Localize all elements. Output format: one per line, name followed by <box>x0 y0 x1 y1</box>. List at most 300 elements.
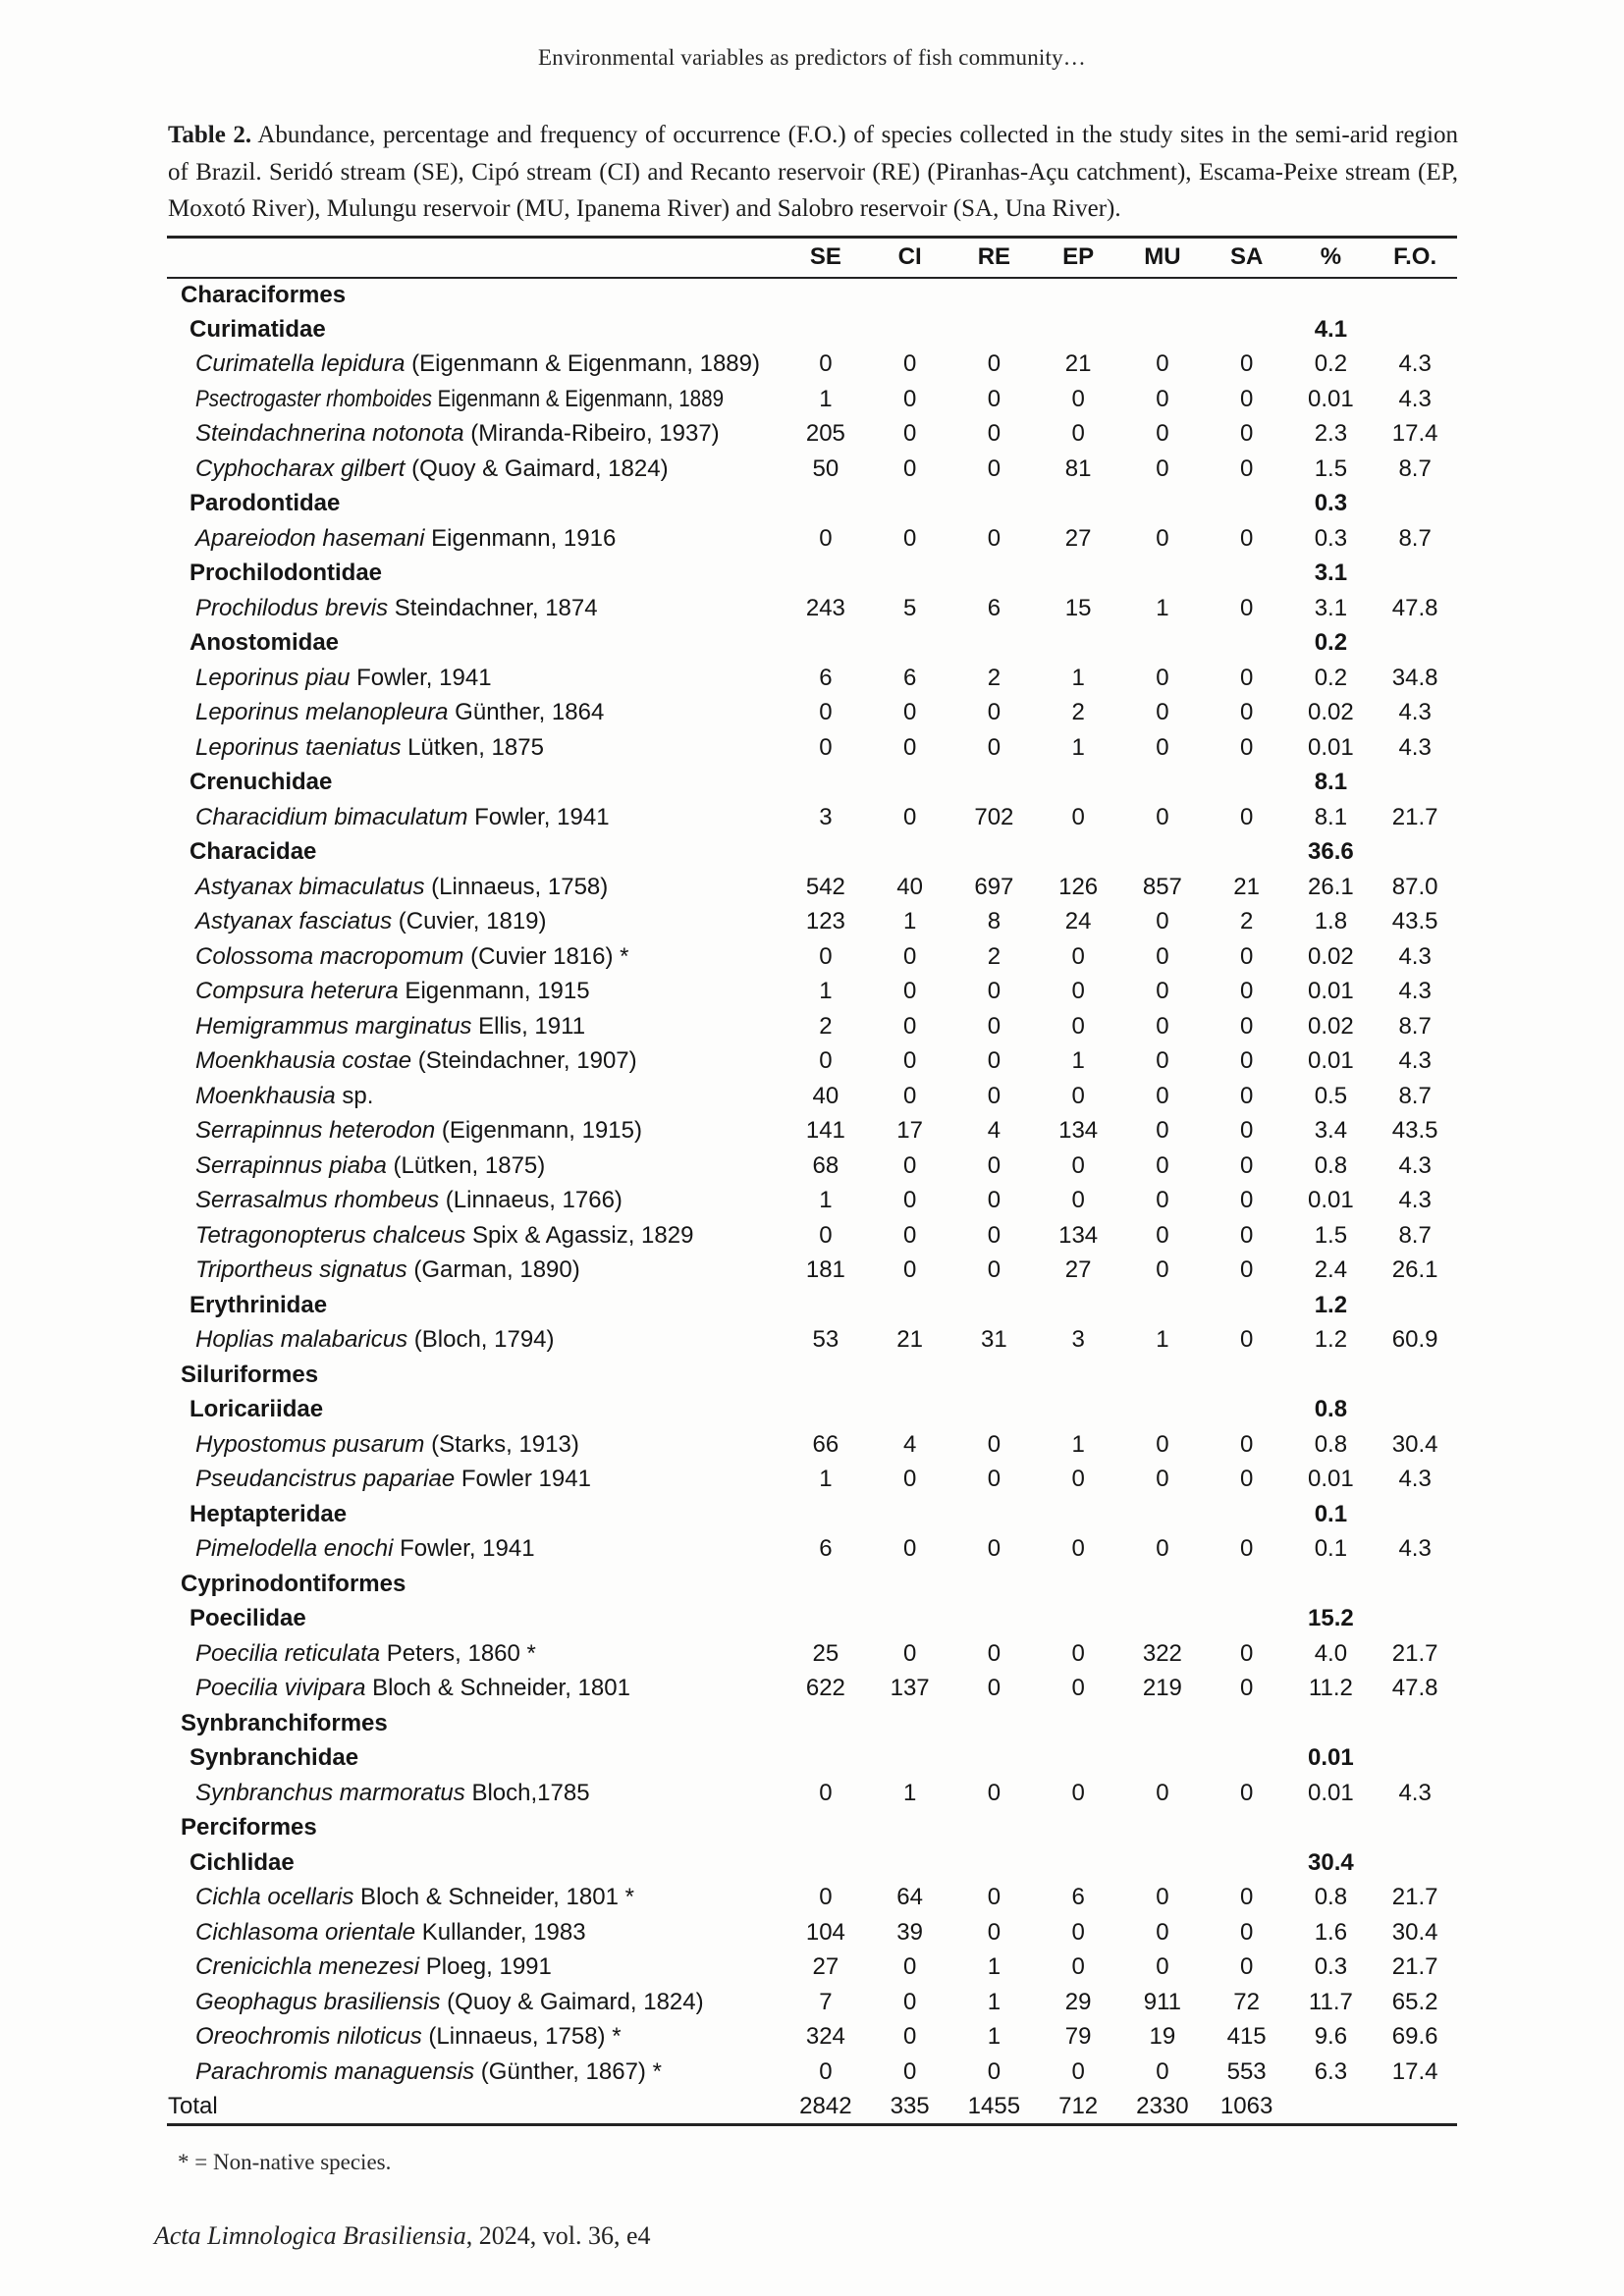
cell-se: 141 <box>805 1117 845 1145</box>
cell-se <box>784 278 868 313</box>
cell-: 0.3 <box>1314 1953 1348 1981</box>
cell-se: 2 <box>819 1012 833 1040</box>
cell-ci: 0 <box>902 1466 917 1493</box>
cell-ep: 24 <box>1064 908 1092 935</box>
cell-ci: 0 <box>902 942 917 970</box>
cell-se: 50 <box>812 454 839 482</box>
cell-mu: 0 <box>1156 350 1169 378</box>
cell-: 1.2 <box>1314 1326 1348 1354</box>
order-label: Synbranchiformes <box>181 1709 388 1736</box>
table-header-row <box>167 238 1457 278</box>
cell-sa: 0 <box>1239 1535 1254 1563</box>
cell-ep: 0 <box>1071 1466 1085 1493</box>
cell-mu: 322 <box>1142 1639 1182 1667</box>
cell-fo: 4.3 <box>1398 1047 1432 1075</box>
cell-ep: 0 <box>1071 385 1085 412</box>
cell-ci: 64 <box>896 1884 923 1911</box>
cell-sa: 0 <box>1239 1012 1254 1040</box>
cell-fo <box>1373 1393 1457 1428</box>
cell-ep: 0 <box>1071 1918 1085 1946</box>
cell-: 0.3 <box>1314 490 1348 517</box>
cell-ep: 1 <box>1071 733 1085 761</box>
cell-ep <box>1036 835 1120 871</box>
cell-se: 25 <box>812 1639 839 1667</box>
cell-sa: 0 <box>1239 1918 1254 1946</box>
cell-ci: 0 <box>902 385 917 412</box>
cell-fo <box>1373 1845 1457 1881</box>
cell-re: 0 <box>987 1535 1001 1563</box>
cell-ci: 0 <box>902 1187 917 1214</box>
cell-re <box>952 1706 1037 1741</box>
cell-fo: 8.7 <box>1398 1012 1432 1040</box>
cell-se: 181 <box>805 1256 845 1284</box>
cell-ep: 0 <box>1071 1535 1085 1563</box>
cell-mu <box>1120 278 1205 313</box>
cell-mu: 0 <box>1156 1221 1169 1249</box>
cell-fo: 4.3 <box>1398 942 1432 970</box>
order-label: Siluriformes <box>181 1361 319 1388</box>
cell-re: 31 <box>981 1326 1007 1354</box>
cell-ci: 21 <box>896 1326 923 1354</box>
cell-sa: 0 <box>1239 1639 1254 1667</box>
cell-mu <box>1120 1741 1205 1777</box>
cell-mu: 19 <box>1149 2023 1176 2051</box>
row-family <box>167 487 1457 522</box>
cell-ep: 0 <box>1071 1953 1085 1981</box>
cell-ci <box>868 835 952 871</box>
cell-sa: 0 <box>1239 1047 1254 1075</box>
row-order <box>167 1567 1457 1602</box>
row-species <box>167 939 1457 975</box>
cell-ci: 0 <box>902 1082 917 1109</box>
cell-fo <box>1373 1288 1457 1323</box>
row-species <box>167 347 1457 383</box>
table-footnote: * = Non-native species. <box>178 2150 392 2174</box>
cell-fo: 43.5 <box>1391 908 1438 935</box>
cell-ep <box>1036 1845 1120 1881</box>
cell-se <box>784 1845 868 1881</box>
cell-sa: 0 <box>1239 1151 1254 1179</box>
cell-fo <box>1373 1497 1457 1532</box>
cell-mu: 0 <box>1156 733 1169 761</box>
cell-se: 3 <box>819 803 833 830</box>
cell-fo: 47.8 <box>1391 1675 1438 1702</box>
row-species <box>167 521 1457 557</box>
cell-ci: 0 <box>902 524 917 552</box>
cell-fo <box>1373 487 1457 522</box>
cell-re <box>952 1845 1037 1881</box>
cell-fo: 87.0 <box>1391 873 1438 900</box>
species-name: Serrapinnus piaba (Lütken, 1875) <box>195 1151 546 1179</box>
cell-re <box>952 626 1037 662</box>
cell-ci <box>868 626 952 662</box>
cell-: 0.01 <box>1308 1779 1354 1806</box>
cell-sa <box>1205 1567 1289 1602</box>
cell-fo: 30.4 <box>1391 1430 1438 1458</box>
cell-fo: 26.1 <box>1391 1256 1438 1284</box>
cell-ci: 0 <box>902 2023 917 2051</box>
cell-: 0.01 <box>1308 1466 1354 1493</box>
cell-: 0.01 <box>1308 1047 1354 1075</box>
cell-se: 123 <box>805 908 845 935</box>
cell-mu <box>1120 626 1205 662</box>
family-label: Loricariidae <box>189 1396 324 1423</box>
table-head <box>167 238 1457 278</box>
cell- <box>1289 1811 1374 1846</box>
cell-ci: 0 <box>902 1256 917 1284</box>
cell-fo <box>1373 1567 1457 1602</box>
cell-mu: 1 <box>1156 594 1169 621</box>
cell-ci <box>868 312 952 347</box>
cell-: 0.01 <box>1308 733 1354 761</box>
cell-mu: 0 <box>1156 385 1169 412</box>
cell-se <box>784 1288 868 1323</box>
species-name: Leporinus melanopleura Günther, 1864 <box>195 699 605 726</box>
cell-re: 697 <box>974 873 1014 900</box>
column-header-re: RE <box>952 238 1037 278</box>
row-species <box>167 1776 1457 1811</box>
cell-re: 0 <box>987 1012 1001 1040</box>
cell- <box>1289 1358 1374 1393</box>
cell-re <box>952 835 1037 871</box>
cell-re <box>952 1811 1037 1846</box>
cell-re: 0 <box>987 385 1001 412</box>
cell-: 3.1 <box>1314 594 1348 621</box>
cell-mu: 911 <box>1143 1988 1181 2015</box>
row-species <box>167 1184 1457 1219</box>
cell-mu: 0 <box>1156 1047 1169 1075</box>
row-family <box>167 1602 1457 1637</box>
row-order <box>167 278 1457 313</box>
cell-se: 1 <box>819 385 833 412</box>
cell-re: 0 <box>987 454 1001 482</box>
cell-sa: 0 <box>1239 1221 1254 1249</box>
cell-fo <box>1373 278 1457 313</box>
order-label: Perciformes <box>181 1814 317 1842</box>
cell-mu: 0 <box>1156 1953 1169 1981</box>
cell-sa <box>1205 626 1289 662</box>
cell-ci <box>868 1393 952 1428</box>
cell-mu: 0 <box>1156 1012 1169 1040</box>
cell-se: 27 <box>812 1953 839 1981</box>
cell-sa: 0 <box>1239 1884 1254 1911</box>
cell-: 36.6 <box>1308 838 1354 866</box>
cell-se: 0 <box>819 733 833 761</box>
cell-sa: 0 <box>1239 385 1254 412</box>
row-family <box>167 626 1457 662</box>
cell-se: 6 <box>819 1535 833 1563</box>
cell-fo: 21.7 <box>1391 1639 1438 1667</box>
cell-re: 0 <box>987 1047 1001 1075</box>
cell-ep: 1 <box>1071 664 1085 691</box>
cell-sa: 0 <box>1239 594 1254 621</box>
column-header-fo: F.O. <box>1373 238 1457 278</box>
cell-: 0.8 <box>1314 1884 1348 1911</box>
cell-sa: 0 <box>1239 1082 1254 1109</box>
row-family <box>167 835 1457 871</box>
cell-mu: 0 <box>1156 1430 1169 1458</box>
species-name: Psectrogaster rhomboides Eigenmann & Eigenmann, 1889 <box>195 385 725 412</box>
cell-sa: 72 <box>1233 1988 1260 2015</box>
cell-ep: 0 <box>1071 1012 1085 1040</box>
cell-fo <box>1373 1706 1457 1741</box>
cell-ci: 0 <box>902 1221 917 1249</box>
cell-re: 0 <box>987 1918 1001 1946</box>
cell-re: 1455 <box>952 2090 1037 2125</box>
cell-mu: 0 <box>1156 524 1169 552</box>
cell-ep <box>1036 278 1120 313</box>
cell-mu <box>1120 1811 1205 1846</box>
column-header-: % <box>1289 238 1374 278</box>
cell-: 0.5 <box>1314 1082 1348 1109</box>
cell-ci <box>868 1811 952 1846</box>
cell-ep: 2 <box>1071 699 1085 726</box>
cell-fo: 21.7 <box>1391 1953 1438 1981</box>
cell-ep: 126 <box>1058 873 1099 900</box>
row-species <box>167 696 1457 731</box>
cell-mu: 0 <box>1156 1151 1169 1179</box>
family-label: Characidae <box>189 838 317 866</box>
cell-sa <box>1205 1602 1289 1637</box>
cell-re: 0 <box>987 524 1001 552</box>
cell-se: 1 <box>819 1466 833 1493</box>
cell-: 4.0 <box>1314 1639 1348 1667</box>
cell-: 26.1 <box>1308 873 1354 900</box>
cell-se: 40 <box>812 1082 839 1109</box>
cell-mu <box>1120 557 1205 592</box>
family-label: Synbranchidae <box>189 1744 359 1772</box>
species-name: Synbranchus marmoratus Bloch,1785 <box>195 1779 590 1806</box>
cell-ci: 4 <box>902 1430 917 1458</box>
cell-mu: 0 <box>1156 1535 1169 1563</box>
cell-fo <box>1373 1741 1457 1777</box>
running-head: Environmental variables as predictors of fish community… <box>538 45 1086 70</box>
cell-sa <box>1205 487 1289 522</box>
cell-re <box>952 1741 1037 1777</box>
cell-ci <box>868 487 952 522</box>
cell-sa: 0 <box>1239 1675 1254 1702</box>
cell-ci: 0 <box>902 803 917 830</box>
cell-: 0.01 <box>1308 385 1354 412</box>
cell-re: 0 <box>987 1221 1001 1249</box>
total-label: Total <box>167 2090 784 2125</box>
cell-: 8.1 <box>1314 803 1348 830</box>
cell-mu <box>1120 312 1205 347</box>
family-label: Erythrinidae <box>189 1291 328 1318</box>
cell-mu: 0 <box>1156 1256 1169 1284</box>
row-family <box>167 1393 1457 1428</box>
cell-ep: 0 <box>1071 1082 1085 1109</box>
cell-mu: 0 <box>1156 1466 1169 1493</box>
cell-ci: 0 <box>902 978 917 1005</box>
cell-: 11.2 <box>1308 1675 1353 1702</box>
cell-ci: 0 <box>902 733 917 761</box>
cell-ci <box>868 1602 952 1637</box>
cell-se: 0 <box>819 942 833 970</box>
cell-sa: 0 <box>1239 1779 1254 1806</box>
cell-re: 0 <box>987 1675 1001 1702</box>
cell-ci <box>868 1741 952 1777</box>
cell-fo: 4.3 <box>1398 978 1432 1005</box>
cell-mu: 0 <box>1156 1187 1169 1214</box>
species-name: Moenkhausia costae (Steindachner, 1907) <box>195 1047 637 1075</box>
species-name: Steindachnerina notonota (Miranda-Ribeiro, 1937) <box>195 420 720 448</box>
table-caption-label: Table 2. <box>168 122 252 148</box>
cell-mu: 1 <box>1156 1326 1169 1354</box>
row-species <box>167 1915 1457 1950</box>
cell-: 15.2 <box>1308 1605 1354 1632</box>
cell-re <box>952 1567 1037 1602</box>
cell-ci: 0 <box>902 1151 917 1179</box>
cell-ci <box>868 1358 952 1393</box>
cell-sa <box>1205 835 1289 871</box>
cell-: 0.3 <box>1314 524 1348 552</box>
row-species <box>167 975 1457 1010</box>
cell-sa <box>1205 1706 1289 1741</box>
cell-ep: 134 <box>1058 1221 1099 1249</box>
cell-mu <box>1120 1393 1205 1428</box>
cell-ep: 15 <box>1064 594 1092 621</box>
cell-re: 0 <box>987 733 1001 761</box>
cell-se: 1 <box>819 1187 833 1214</box>
cell-ci: 335 <box>868 2090 952 2125</box>
row-species <box>167 905 1457 940</box>
cell-: 0.1 <box>1314 1535 1348 1563</box>
cell-ep <box>1036 557 1120 592</box>
cell-ci: 0 <box>902 350 917 378</box>
row-family <box>167 1288 1457 1323</box>
cell-re <box>952 557 1037 592</box>
cell-: 0.8 <box>1314 1151 1348 1179</box>
family-label: Parodontidae <box>189 490 341 517</box>
cell-ci: 0 <box>902 1639 917 1667</box>
table-caption-text: Abundance, percentage and frequency of occurrence (F.O.) of species collected in the study sites in the semi-arid region of Brazil. Seridó stream (SE), Cipó stream (CI) and Recanto reservoir (RE) (Piranhas-Açu catchment), Escama-Peixe stream (EP, Moxotó River), Mulungu reservoir (MU, Ipanema River) and Salobro reservoir (SA, Una River). <box>168 122 1459 222</box>
cell-mu: 0 <box>1156 908 1169 935</box>
row-species <box>167 1254 1457 1289</box>
cell-sa: 0 <box>1239 1187 1254 1214</box>
cell-sa: 0 <box>1239 454 1254 482</box>
row-species <box>167 1218 1457 1254</box>
column-header-ci: CI <box>868 238 952 278</box>
cell-ci: 0 <box>902 1012 917 1040</box>
cell-re: 1 <box>987 1953 1001 1981</box>
family-label: Curimatidae <box>189 315 326 343</box>
cell-ci: 40 <box>896 873 923 900</box>
cell-ep <box>1036 1741 1120 1777</box>
cell-ep: 27 <box>1064 524 1092 552</box>
cell-ep: 0 <box>1071 2057 1085 2085</box>
cell-ci: 6 <box>902 664 917 691</box>
cell-fo: 4.3 <box>1398 1151 1432 1179</box>
journal-footer <box>154 2221 651 2251</box>
cell-mu: 0 <box>1156 2057 1169 2085</box>
cell-se <box>784 1497 868 1532</box>
cell-sa: 0 <box>1239 803 1254 830</box>
row-species <box>167 1114 1457 1149</box>
cell-: 0.2 <box>1314 664 1348 691</box>
cell-ep: 712 <box>1036 2090 1120 2125</box>
cell-ep <box>1036 766 1120 801</box>
cell-se: 53 <box>812 1326 839 1354</box>
cell-fo <box>1373 2090 1457 2125</box>
row-species <box>167 1881 1457 1916</box>
cell-sa: 0 <box>1239 1953 1254 1981</box>
cell-: 0.01 <box>1308 1744 1354 1772</box>
row-species <box>167 591 1457 626</box>
family-label: Crenuchidae <box>189 769 333 796</box>
cell-re <box>952 1497 1037 1532</box>
cell-: 0.01 <box>1308 978 1354 1005</box>
cell-ci <box>868 1497 952 1532</box>
cell-sa <box>1205 1741 1289 1777</box>
cell-se <box>784 1602 868 1637</box>
row-total <box>167 2090 1457 2125</box>
cell-ci <box>868 1288 952 1323</box>
cell-mu: 0 <box>1156 978 1169 1005</box>
cell- <box>1289 2090 1374 2125</box>
cell-ep: 0 <box>1071 978 1085 1005</box>
cell-sa: 1063 <box>1205 2090 1289 2125</box>
cell-: 11.7 <box>1308 1988 1353 2015</box>
cell-se: 0 <box>819 699 833 726</box>
cell-fo: 4.3 <box>1398 1187 1432 1214</box>
row-order <box>167 1358 1457 1393</box>
cell-: 3.1 <box>1314 560 1348 587</box>
species-name: Hemigrammus marginatus Ellis, 1911 <box>195 1012 586 1040</box>
cell-fo <box>1373 1358 1457 1393</box>
family-label: Heptapteridae <box>189 1500 348 1527</box>
cell-: 1.8 <box>1314 908 1348 935</box>
column-header-se: SE <box>784 238 868 278</box>
cell-se: 0 <box>819 1779 833 1806</box>
cell-mu: 0 <box>1156 1918 1169 1946</box>
species-name: Prochilodus brevis Steindachner, 1874 <box>195 594 598 621</box>
species-name: Leporinus taeniatus Lütken, 1875 <box>195 733 544 761</box>
row-species <box>167 382 1457 417</box>
row-species <box>167 800 1457 835</box>
cell-sa <box>1205 1288 1289 1323</box>
cell-ep: 0 <box>1071 1675 1085 1702</box>
cell-sa <box>1205 1358 1289 1393</box>
row-species <box>167 1079 1457 1114</box>
row-species <box>167 1532 1457 1568</box>
cell-re: 0 <box>987 1430 1001 1458</box>
cell-ci: 39 <box>896 1918 923 1946</box>
cell-mu <box>1120 1358 1205 1393</box>
species-name: Moenkhausia sp. <box>195 1082 374 1109</box>
cell-ci: 0 <box>902 2057 917 2085</box>
cell-se <box>784 1706 868 1741</box>
species-name: Serrasalmus rhombeus (Linnaeus, 1766) <box>195 1187 623 1214</box>
row-species <box>167 1950 1457 1986</box>
cell-re: 0 <box>987 420 1001 448</box>
cell-sa: 0 <box>1239 1256 1254 1284</box>
cell-sa: 553 <box>1226 2057 1267 2085</box>
cell-re: 0 <box>987 1256 1001 1284</box>
cell-: 0.02 <box>1308 699 1354 726</box>
cell-: 0.01 <box>1308 1187 1354 1214</box>
row-species <box>167 1463 1457 1498</box>
cell-re <box>952 312 1037 347</box>
species-name: Cyphocharax gilbert (Quoy & Gaimard, 1824) <box>195 454 669 482</box>
cell-: 1.5 <box>1314 454 1348 482</box>
row-species <box>167 452 1457 487</box>
cell-ci: 17 <box>896 1117 923 1145</box>
species-name: Cichlasoma orientale Kullander, 1983 <box>195 1918 586 1946</box>
cell-ci: 1 <box>902 908 917 935</box>
cell-fo: 34.8 <box>1391 664 1438 691</box>
row-species <box>167 1427 1457 1463</box>
